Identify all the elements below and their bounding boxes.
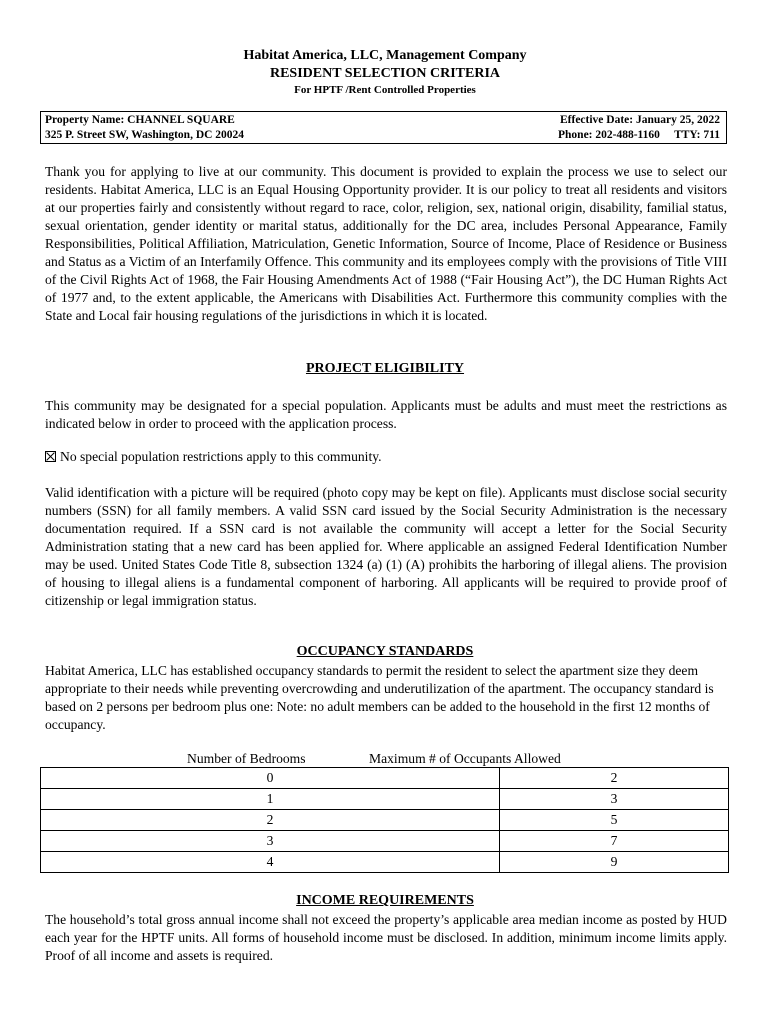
special-population-checkbox-line [45, 449, 382, 465]
checkbox-label: No special population restrictions apply to this community. [60, 449, 382, 464]
bedrooms-cell: 2 [41, 810, 500, 831]
checked-checkbox-icon[interactable] [45, 451, 56, 462]
project-eligibility-heading: PROJECT ELIGIBILITY [305, 361, 465, 376]
income-paragraph: The household’s total gross annual income shall not exceed the property’s applicable area median income as posted by HUD each year for the HPTF units. All forms of household income must be disclosed. In addition, minimum income limits apply. Proof of all income and assets is required. [45, 912, 727, 963]
identification-paragraph: Valid identification with a picture will be required (photo copy may be kept on file). Applicants must disclose social security numbers (SSN) for all family members. A valid SSN card issued by the Social Security Administration is the necessary documentation required. If a SSN card is not available the community will accept a letter for the Social Security Administration stating that a new card has been applied for. Where applicable an assigned Federal Identification Number may be used. United States Code Title 8, subsection 1324 (a) (1) (A) prohibits the harboring of illegal aliens. The provision of housing to illegal aliens is a fundamental component of harboring. All applicants will be required to provide proof of citizenship or legal immigration status. [45, 485, 727, 608]
table-row [41, 810, 729, 831]
bedrooms-column-header: Number of Bedrooms [187, 751, 306, 766]
occupants-column-header: Maximum # of Occupants Allowed [369, 751, 561, 766]
bedrooms-cell: 4 [41, 852, 500, 873]
occupants-cell: 2 [500, 768, 729, 789]
occupants-cell: 7 [500, 831, 729, 852]
bedrooms-cell: 3 [41, 831, 500, 852]
bedrooms-cell: 0 [41, 768, 500, 789]
table-row [41, 789, 729, 810]
bedrooms-cell: 1 [41, 789, 500, 810]
table-row [41, 768, 729, 789]
intro-paragraph: Thank you for applying to live at our community. This document is provided to explain the process we use to select our residents. Habitat America, LLC is an Equal Housing Opportunity provider. It is our policy to treat all residents and visitors at our properties fairly and consistently without regard to race, color, religion, sex, national origin, disability, familial status, sexual orientation, gender identity or marital status, additionally for the DC area, includes Personal Appearance, Family Responsibilities, Political Affiliation, Matriculation, Genetic Information, Source of Income, Place of Residence or Business and Status as a Victim of an Interfamily Offence. This community and its employees comply with the provisions of Title VIII of the Civil Rights Act of 1968, the Fair Housing Amendments Act of 1988 (“Fair Housing Act”), the DC Human Rights Act of 1977 and, to the extent applicable, the Americans with Disabilities Act. Furthermore this community complies with the State and Local fair housing regulations of the jurisdictions in which it is located. [45, 164, 727, 323]
occupants-cell: 5 [500, 810, 729, 831]
occupancy-standards-heading: OCCUPANCY STANDARDS [296, 644, 474, 659]
occupants-cell: 9 [500, 852, 729, 873]
income-requirements-heading: INCOME REQUIREMENTS [296, 893, 474, 908]
occupancy-paragraph: Habitat America, LLC has established occupancy standards to permit the resident to select the apartment size they deem appropriate to their needs while preventing overcrowding and underutilization of the apartment. The occupancy standard is based on 2 persons per bedroom plus one: Note: no adult members can be added to the household in the first 12 months of occupancy. [45, 663, 714, 732]
document-subtitle: For HPTF /Rent Controlled Properties [294, 84, 476, 96]
property-address: 325 P. Street SW, Washington, DC 20024 [45, 129, 245, 141]
table-row [41, 852, 729, 873]
property-info-box [40, 111, 727, 144]
occupancy-table [40, 767, 729, 873]
property-name: Property Name: CHANNEL SQUARE [45, 114, 235, 126]
occupants-cell: 3 [500, 789, 729, 810]
effective-date: Effective Date: January 25, 2022 [559, 114, 720, 126]
company-name: Habitat America, LLC, Management Company [243, 48, 527, 63]
phone-line: Phone: 202-488-1160 TTY: 711 [558, 129, 720, 141]
eligibility-paragraph: This community may be designated for a special population. Applicants must be adults and must meet the restrictions as indicated below in order to proceed with the application process. [45, 398, 727, 431]
document-title: RESIDENT SELECTION CRITERIA [269, 66, 501, 81]
table-row [41, 831, 729, 852]
